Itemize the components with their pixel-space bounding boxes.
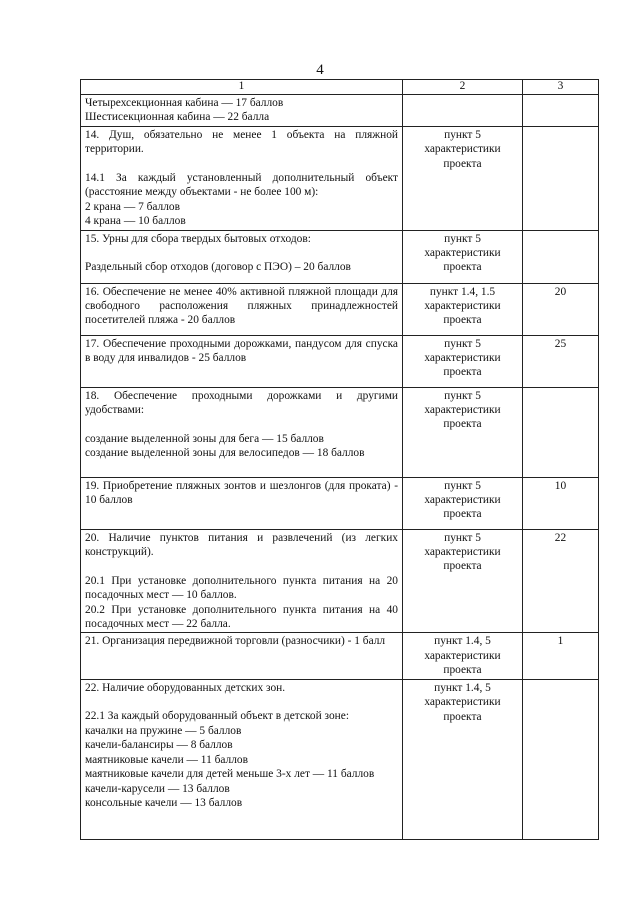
- criterion-description: [81, 477, 403, 529]
- project-reference: [403, 633, 523, 679]
- criterion-text-line: 20.1 При установке дополнительного пункта питания на 20 посадочных мест — 10 баллов.: [85, 574, 398, 602]
- score-value: [523, 230, 599, 283]
- project-reference: [403, 335, 523, 387]
- reference-text-line: пункт 5: [444, 389, 481, 402]
- reference-text-line: проекта: [443, 664, 482, 677]
- project-reference: [403, 529, 523, 633]
- table-row: [81, 126, 599, 230]
- reference-text-line: проекта: [443, 560, 482, 573]
- score-value: [523, 126, 599, 230]
- criterion-text-line: создание выделенной зоны для бега — 15 баллов: [85, 432, 324, 445]
- reference-text-line: пункт 1.4, 5: [434, 635, 491, 648]
- reference-text-line: проекта: [443, 418, 482, 431]
- score-value: [523, 387, 599, 477]
- reference-text-line: пункт 5: [444, 232, 481, 245]
- criterion-description: [81, 529, 403, 633]
- criterion-text-line: [85, 417, 398, 431]
- reference-text-line: пункт 5: [444, 337, 481, 350]
- table-row: [81, 477, 599, 529]
- header-col-3: 3: [523, 80, 599, 95]
- reference-text-line: проекта: [443, 508, 482, 521]
- criterion-text-line: 21. Организация передвижной торговли (разносчики) - 1 балл: [85, 635, 386, 648]
- criterion-description: [81, 126, 403, 230]
- reference-text-line: пункт 1.4, 5: [434, 681, 491, 694]
- criterion-description: [81, 633, 403, 679]
- table-header-row: [81, 80, 599, 95]
- project-reference: [403, 283, 523, 335]
- criterion-text-line: 19. Приобретение пляжных зонтов и шезлонгов (для проката) - 10 баллов: [85, 479, 398, 507]
- criterion-text-line: 15. Урны для сбора твердых бытовых отходов:: [85, 232, 311, 245]
- criterion-text-line: Шестисекционная кабина — 22 балла: [85, 111, 270, 124]
- criterion-text-line: 18. Обеспечение проходными дорожками и другими удобствами:: [85, 389, 398, 417]
- reference-text-line: проекта: [443, 366, 482, 379]
- table-row: [81, 529, 599, 633]
- reference-text-line: пункт 5: [444, 531, 481, 544]
- criterion-text-line: маятниковые качели — 11 баллов: [85, 753, 248, 766]
- reference-text-line: характеристики: [424, 696, 501, 709]
- reference-text-line: характеристики: [424, 247, 501, 260]
- criterion-description: [81, 283, 403, 335]
- criterion-text-line: консольные качели — 13 баллов: [85, 796, 243, 809]
- header-col-2: 2: [403, 80, 523, 95]
- project-reference: [403, 387, 523, 477]
- reference-text-line: характеристики: [424, 352, 501, 365]
- reference-text-line: проекта: [443, 261, 482, 274]
- criteria-table: [80, 79, 599, 840]
- header-col-1: 1: [81, 80, 403, 95]
- table-row: [81, 387, 599, 477]
- reference-text-line: пункт 1.4, 1.5: [429, 285, 496, 298]
- project-reference: [403, 95, 523, 127]
- reference-text-line: характеристики: [424, 404, 501, 417]
- score-value: 22: [523, 529, 599, 633]
- criterion-text-line: 16. Обеспечение не менее 40% активной пляжной площади для свободного расположения пляжных принадлежностей посетителей пляжа - 20 баллов: [85, 285, 398, 327]
- project-reference: [403, 477, 523, 529]
- score-value: 25: [523, 335, 599, 387]
- score-value: 10: [523, 477, 599, 529]
- reference-text-line: проекта: [443, 710, 482, 723]
- criterion-text-line: 14.1 За каждый установленный дополнительный объект (расстояние между объектами - не более 100 м):: [85, 172, 398, 199]
- criterion-text-line: качели-балансиры — 8 баллов: [85, 739, 233, 752]
- criterion-description: [81, 387, 403, 477]
- table-row: [81, 679, 599, 839]
- page-number: 4: [316, 62, 324, 78]
- criterion-text-line: [85, 246, 398, 260]
- criterion-description: [81, 95, 403, 127]
- criterion-text-line: [85, 559, 398, 573]
- criterion-text-line: маятниковые качели для детей меньше 3-х лет — 11 баллов: [85, 768, 375, 781]
- criterion-text-line: [85, 695, 398, 709]
- criterion-description: [81, 335, 403, 387]
- reference-text-line: характеристики: [424, 494, 501, 507]
- table-row: [81, 633, 599, 679]
- criterion-text-line: качалки на пружине — 5 баллов: [85, 724, 242, 737]
- score-value: [523, 679, 599, 839]
- reference-text-line: пункт 5: [444, 479, 481, 492]
- criterion-text-line: 20.2 При установке дополнительного пункта питания на 40 посадочных мест — 22 балла.: [85, 603, 398, 631]
- table-row: [81, 230, 599, 283]
- criterion-text-line: 4 крана — 10 баллов: [85, 215, 186, 228]
- criterion-text-line: качели-карусели — 13 баллов: [85, 782, 230, 795]
- table-row: [81, 95, 599, 127]
- project-reference: [403, 679, 523, 839]
- project-reference: [403, 230, 523, 283]
- reference-text-line: пункт 5: [444, 128, 481, 141]
- criterion-text-line: 22. Наличие оборудованных детских зон.: [85, 681, 286, 694]
- score-value: 20: [523, 283, 599, 335]
- criterion-text-line: 17. Обеспечение проходными дорожками, пандусом для спуска в воду для инвалидов - 25 баллов: [85, 337, 398, 365]
- table-row: [81, 283, 599, 335]
- table-row: [81, 335, 599, 387]
- score-value: [523, 95, 599, 127]
- reference-text-line: проекта: [443, 157, 482, 170]
- reference-text-line: характеристики: [424, 546, 501, 559]
- reference-text-line: характеристики: [424, 143, 501, 156]
- reference-text-line: характеристики: [424, 300, 501, 313]
- criterion-description: [81, 679, 403, 839]
- project-reference: [403, 126, 523, 230]
- criterion-text-line: создание выделенной зоны для велосипедов — 18 баллов: [85, 447, 365, 460]
- criterion-text-line: 20. Наличие пунктов питания и развлечений (из легких конструкций).: [85, 531, 398, 559]
- criterion-text-line: Раздельный сбор отходов (договор с ПЭО) – 20 баллов: [85, 261, 351, 274]
- criterion-text-line: 2 крана — 7 баллов: [85, 200, 181, 213]
- score-value: 1: [523, 633, 599, 679]
- criterion-text-line: [85, 157, 398, 171]
- criterion-text-line: 22.1 За каждый оборудованный объект в детской зоне:: [85, 710, 349, 723]
- reference-text-line: проекта: [443, 314, 482, 327]
- criterion-description: [81, 230, 403, 283]
- criterion-text-line: 14. Душ, обязательно не менее 1 объекта на пляжной территории.: [85, 128, 398, 156]
- reference-text-line: характеристики: [424, 649, 501, 662]
- criterion-text-line: Четырехсекционная кабина — 17 баллов: [85, 97, 284, 109]
